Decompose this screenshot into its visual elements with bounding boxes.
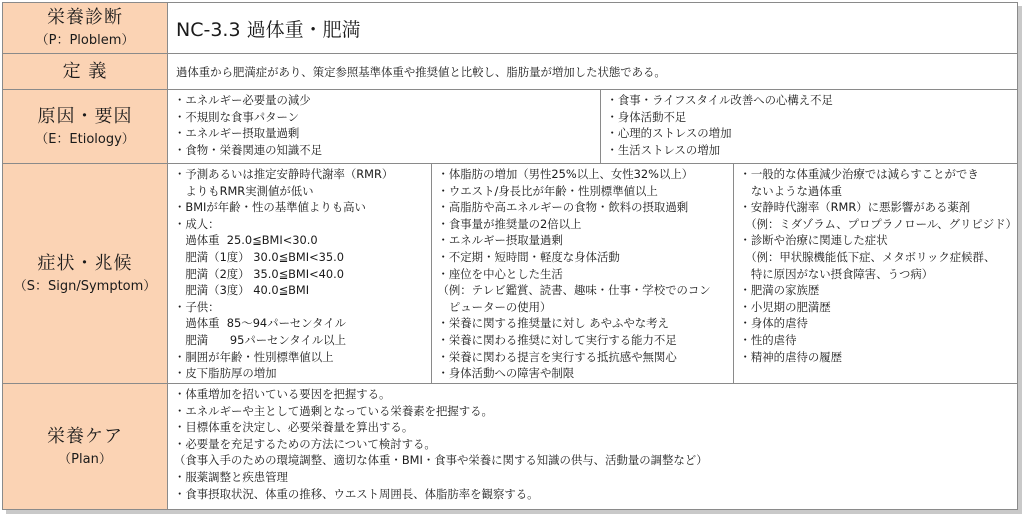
definition-label: 定 義: [62, 60, 108, 82]
plan-sub: （Plan）: [58, 451, 112, 467]
etiology-sub: （E：Etiology）: [35, 131, 135, 147]
etiology-header: [3, 90, 168, 164]
text-line: ・食物・栄養関連の知識不足: [174, 142, 323, 157]
text-line: ・服薬調整と疾患管理: [174, 469, 288, 484]
etiology-row: [3, 90, 1018, 164]
text-line: ・座位を中心とした生活: [437, 266, 563, 281]
text-line: ・成人：: [174, 216, 220, 231]
text-line: 特に原因がない摂食障害、うつ病）: [739, 266, 934, 281]
plan-row: [3, 384, 1018, 510]
symptom-col2: [432, 164, 733, 382]
etiology-columns: [168, 90, 1017, 163]
text-line: ・目標体重を決定し、必要栄養量を算出する。: [174, 420, 414, 435]
text-line: 肥満（1度） 30.0≦BMI<35.0: [174, 249, 345, 264]
symptom-header: [3, 164, 168, 384]
symptom-body: [168, 164, 1018, 384]
text-line: ・肥満の家族歴: [739, 283, 820, 298]
plan-body: [168, 384, 1018, 510]
text-line: ・心理的ストレスの増加: [606, 126, 732, 141]
text-line: （例：ミダゾラム、プロプラノロール、グリピジド）: [739, 216, 1017, 231]
text-line: ・診断や治療に関連した症状: [739, 233, 888, 248]
etiology-col2: [601, 90, 1018, 158]
symptom-row: [3, 164, 1018, 384]
text-line: （例：テレビ鑑賞、読書、趣味・仕事・学校でのコン: [437, 283, 711, 298]
text-line: ・予測あるいは推定安静時代謝率（RMR）: [174, 167, 394, 181]
text-line: ・エネルギー摂取量過剰: [174, 126, 300, 141]
problem-row: [3, 3, 1018, 54]
symptom-col1: [168, 164, 431, 382]
symptom-sub: （S：Sign/Symptom）: [13, 278, 157, 294]
text-line: ・エネルギーや主として過剰となっている栄養素を把握する。: [174, 403, 493, 418]
text-line: よりもRMR実測値が低い: [174, 183, 314, 198]
text-line: ・エネルギー必要量の減少: [174, 93, 311, 107]
problem-value: NC-3.3 過体重・肥満: [168, 3, 1018, 54]
definition-header: [3, 54, 168, 90]
text-line: ・ウエスト/身長比が年齢・性別標準値以上: [437, 183, 658, 198]
text-line: 肥満（2度） 35.0≦BMI<40.0: [174, 266, 345, 281]
text-line: （例：甲状腺機能低下症、メタボリック症候群、: [739, 249, 996, 264]
definition-row: [3, 54, 1018, 90]
etiology-label: 原因・要因: [37, 105, 133, 127]
problem-header: [3, 3, 168, 54]
text-line: ・性的虐待: [739, 332, 797, 347]
text-line: ・食事・ライフスタイル改善への心構え不足: [606, 93, 833, 107]
symptom-label: 症状・兆候: [37, 252, 133, 274]
plan-label: 栄養ケア: [47, 425, 123, 447]
etiology-col1: [168, 90, 600, 158]
nutrition-diagnosis-table: [2, 2, 1018, 510]
symptom-columns: [168, 164, 1017, 383]
text-line: ・身体的虐待: [739, 316, 808, 331]
text-line: ・一般的な体重減少治療では減らすことができ: [739, 167, 979, 181]
text-line: ・安静時代謝率（RMR）に悪影響がある薬剤: [739, 200, 971, 215]
text-line: ・食事摂取状況、体重の推移、ウエスト周囲長、体脂肪率を観察する。: [174, 486, 539, 501]
text-line: ・体重増加を招いている要因を把握する。: [174, 387, 391, 401]
text-line: 肥満（3度） 40.0≦BMI: [174, 283, 310, 298]
text-line: ・栄養に関わる提言を実行する抵抗感や無関心: [437, 349, 677, 364]
text-line: ・栄養に関する推奨量に対し あやふやな考え: [437, 316, 669, 331]
text-line: ・栄養に関わる推奨に対して実行する能力不足: [437, 332, 677, 347]
text-line: ないような過体重: [739, 183, 843, 198]
text-line: ピューターの使用）: [437, 299, 552, 314]
plan-lines: [168, 384, 1017, 502]
text-line: ・不規則な食事パターン: [174, 109, 300, 124]
symptom-col3: [734, 164, 1018, 365]
text-line: ・身体活動への障害や制限: [437, 366, 575, 381]
text-line: （食事入手のための環境調整、適切な体重・BMI・食事や栄養に関する知識の供与、活動量の調整など）: [174, 453, 708, 468]
text-line: ・必要量を充足するための方法について検討する。: [174, 436, 436, 451]
text-line: ・子供：: [174, 299, 220, 314]
text-line: 過体重 25.0≦BMI<30.0: [174, 233, 318, 248]
text-line: ・体脂肪の増加（男性25%以上、女性32%以上）: [437, 167, 694, 181]
problem-label: 栄養診断: [47, 7, 123, 28]
text-line: ・胴囲が年齢・性別標準値以上: [174, 349, 334, 364]
text-line: ・不定期・短時間・軽度な身体活動: [437, 249, 620, 264]
text-line: ・精神的虐待の履歴: [739, 349, 843, 364]
etiology-body: [168, 90, 1018, 164]
text-line: ・エネルギー摂取量過剰: [437, 233, 563, 248]
text-line: ・身体活動不足: [606, 109, 687, 124]
text-line: ・生活ストレスの増加: [606, 142, 721, 157]
text-line: ・小児期の肥満歴: [739, 299, 831, 314]
plan-header: [3, 384, 168, 510]
text-line: ・皮下脂肪厚の増加: [174, 366, 277, 381]
text-line: ・食事量が推奨量の2倍以上: [437, 216, 582, 231]
problem-sub: （P：Ploblem）: [35, 33, 135, 48]
text-line: 過体重 85～94パーセンタイル: [174, 316, 347, 331]
definition-text: 過体重から肥満症があり、策定参照基準体重や推奨値と比較し、脂肪量が増加した状態である。: [168, 54, 1018, 90]
text-line: ・高脂肪や高エネルギーの食物・飲料の摂取過剰: [437, 200, 689, 215]
text-line: 肥満 95パーセンタイル以上: [174, 332, 346, 347]
text-line: ・BMIが年齢・性の基準値よりも高い: [174, 200, 366, 215]
